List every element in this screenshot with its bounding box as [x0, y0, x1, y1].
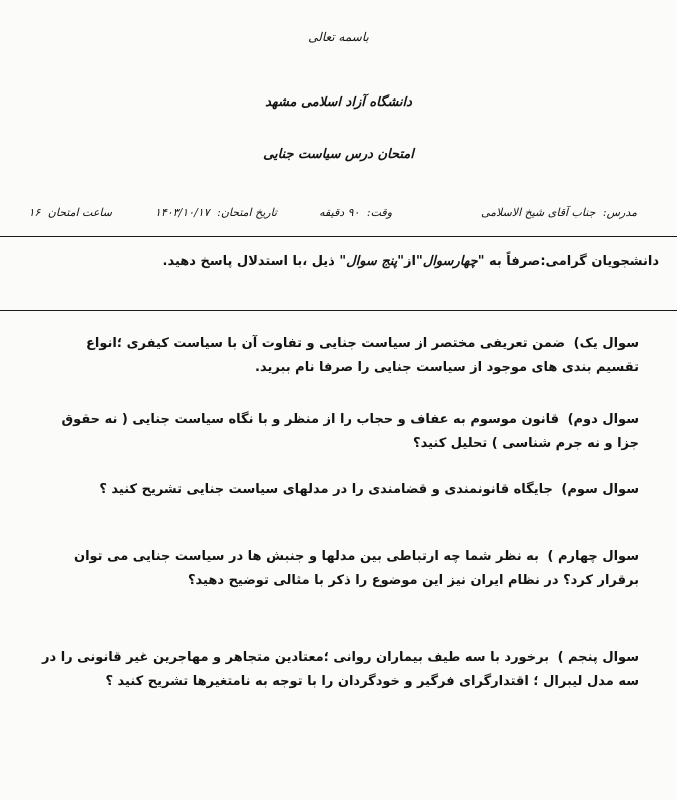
duration-info — [319, 206, 392, 219]
top-divider — [0, 236, 677, 237]
instruction-part-3: "از" — [397, 254, 423, 269]
instructor-label: مدرس: — [602, 206, 637, 219]
instruction-line — [163, 254, 659, 269]
duration-value: ۹۰ دقیقه — [319, 206, 360, 219]
date-value: ۱۴۰۳/۱۰/۱۷ — [154, 206, 210, 219]
question-1 — [39, 332, 639, 380]
question-text: جایگاه قانونمندی و قضامندی را در مدلهای سیاست جنایی تشریح کنید ؟ — [99, 482, 553, 497]
instructor-info — [481, 206, 637, 219]
instructor-name: جناب آقای شیخ الاسلامی — [480, 206, 596, 219]
question-text: به نظر شما چه ارتباطی بین مدلها و جنبش ها در سیاست جنایی می توان برقرار کرد؟ در نظام ایران نیز این موضوع را ذکر با مثالی توضیح دهید؟ — [73, 549, 639, 588]
university-name: دانشگاه آزاد اسلامی مشهد — [265, 95, 412, 110]
question-label: سوال یک) — [573, 336, 639, 351]
question-label: سوال چهارم ) — [547, 549, 639, 564]
time-label: ساعت امتحان — [47, 206, 112, 219]
date-info — [155, 206, 277, 219]
time-info — [28, 206, 112, 219]
time-value: ۱۶ — [28, 206, 41, 219]
bottom-divider — [0, 310, 677, 311]
instruction-part-4: پنج سوال — [346, 254, 398, 269]
instruction-part-2: چهارسوال — [422, 254, 478, 269]
question-5 — [39, 646, 639, 694]
question-label: سوال سوم) — [561, 482, 639, 497]
exam-title: امتحان درس سیاست جنایی — [263, 147, 414, 162]
question-label: سوال پنجم ) — [557, 650, 639, 665]
question-3 — [39, 478, 639, 502]
duration-label: وقت: — [366, 206, 392, 219]
question-text: قانون موسوم به عفاف و حجاب را از منظر و با نگاه سیاست جنایی ( نه حقوق جزا و نه جرم شناسی ) تحلیل کنید؟ — [61, 412, 639, 451]
question-text: ضمن تعریفی مختصر از سیاست جنایی و تفاوت آن با سیاست کیفری ؛انواع تقسیم بندی های موجود از سیاست جنایی را صرفا نام ببرید. — [86, 336, 639, 375]
question-label: سوال دوم) — [567, 412, 639, 427]
question-4 — [39, 545, 639, 593]
instruction-part-5: " ذیل ،با استدلال پاسخ دهید. — [162, 254, 347, 269]
question-text: برخورد با سه طیف بیماران روانی ؛معتادین متجاهر و مهاجرین غیر قانونی را در سه مدل لیبرال ؛ اقتدارگرای فرگیر و خودگردان را با توجه به نامتغیرها تشریح کنید ؟ — [42, 650, 639, 689]
basmala-heading: باسمه تعالی — [308, 30, 369, 44]
question-2 — [39, 408, 639, 456]
date-label: تاریخ امتحان: — [217, 206, 277, 219]
instruction-part-1: دانشجویان گرامی:صرفاً به " — [477, 254, 659, 269]
